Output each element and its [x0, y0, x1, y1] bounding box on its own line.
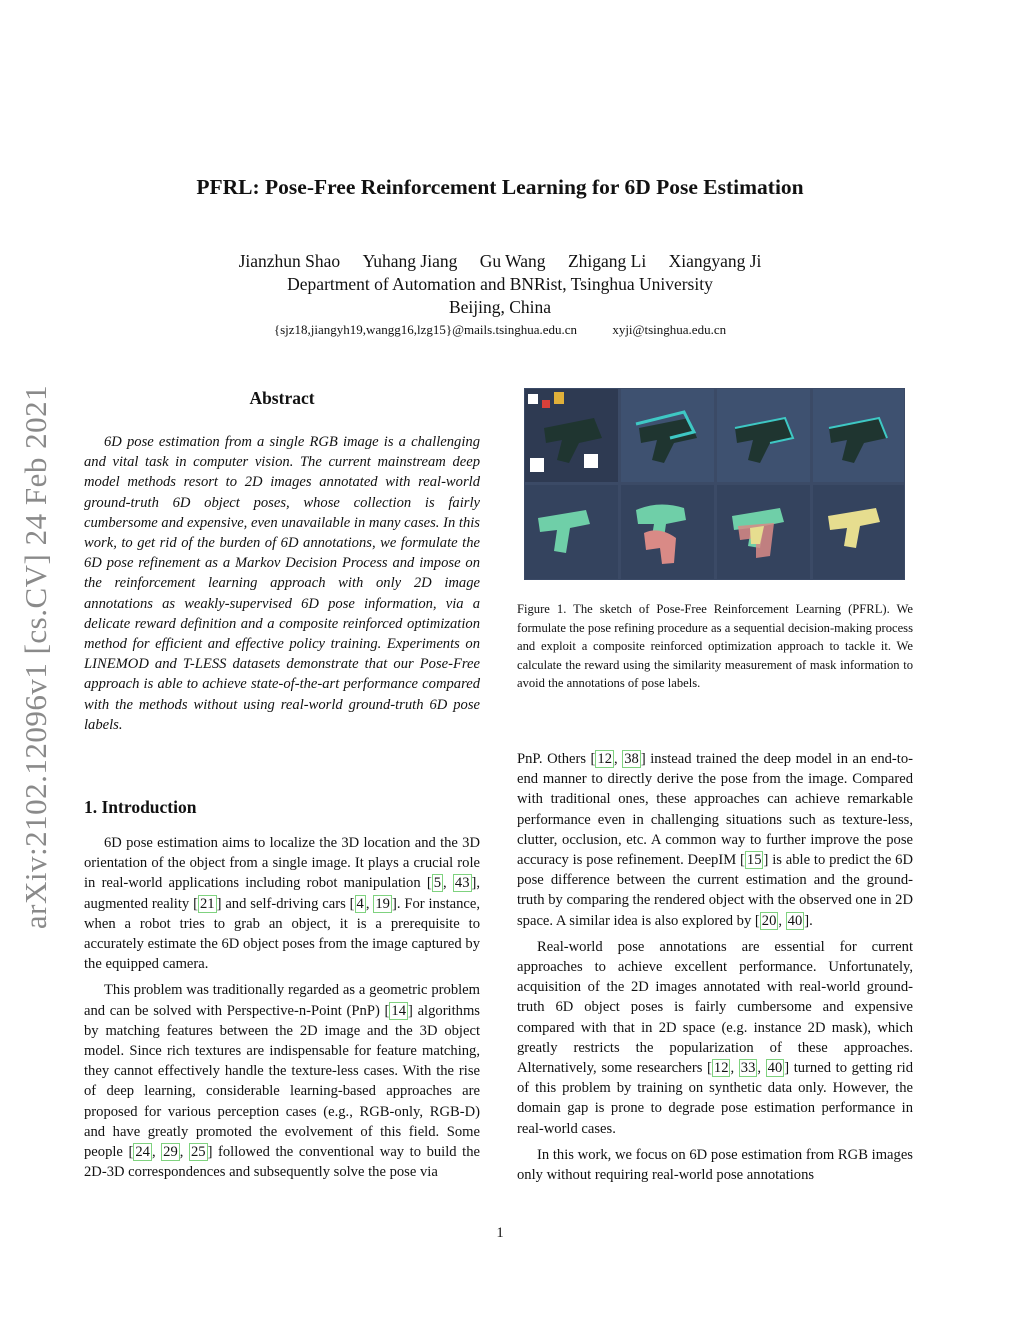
paragraph: In this work, we focus on 6D pose estimation from RGB images only without requiring real-world pose annotations — [517, 1146, 913, 1184]
citation-link[interactable]: 12 — [713, 1060, 729, 1077]
paper-title: PFRL: Pose-Free Reinforcement Learning for 6D Pose Estimation — [196, 175, 804, 199]
mask-panel — [621, 485, 714, 579]
author-name: Xiangyang Ji — [668, 251, 762, 271]
right-column-body — [517, 749, 913, 1185]
citation-link[interactable]: 21 — [199, 895, 215, 912]
email: {sjz18,jiangyh19,wangg16,lzg15}@mails.tsinghua.edu.cn — [273, 322, 578, 337]
citation-link[interactable]: 5 — [433, 875, 442, 892]
citation-link[interactable]: 19 — [375, 895, 390, 912]
citation-link[interactable]: 40 — [787, 912, 803, 929]
citation-link[interactable]: 4 — [356, 895, 364, 912]
paragraph: This problem was traditionally regarded as a geometric problem and can be solved with Perspective-n-Point (PnP) [ 14 ] algorithms by matching features between the 2D image and the 3D object model. Since rich textures are indispensable for feature matching, they cannot effectively handle the texture-less cases. With the rise of deep learning, considerable learning-based approaches are proposed for various perception cases (e.g., RGB-only, RGB-D) and have greatly promoted the evolvement of this field. Some people [ 24 , 29 , 25 ] followed the conventional way to build the 2D-3D correspondences and subsequently solve the pose via — [84, 982, 480, 1181]
citation-link[interactable]: 20 — [761, 912, 777, 929]
citation-link[interactable]: 38 — [624, 751, 639, 767]
abstract-text: 6D pose estimation from a single RGB image is a challenging and vital task in computer vision. The current mainstream deep model methods resort to 2D images annotated with real-world ground-truth 6D object poses, whose collection is fairly cumbersome and expensive, even unavailable in many cases. In this work, to get rid of the burden of 6D annotations, we formulate the 6D pose refinement as a Markov Decision Process and impose on the reinforcement learning approach with only 2D image annotations as weakly-supervised 6D pose information, via a delicate reward definition and a composite reinforced optimization method for efficient and effective policy training. Experiments on LINEMOD and T-LESS datasets demonstrate that our Pose-Free approach is able to achieve state-of-the-art performance compared with the methods without using real-world ground-truth 6D pose labels. — [84, 434, 480, 733]
marker-tile — [530, 458, 544, 472]
paragraph: PnP. Others [ 12 , 38 ] instead trained the deep model in an end-to-end manner to directly derive the pose from the image. Compared with traditional ones, these approaches can achieve remarkable performance even in challenging situations such as texture-less, clutter, occlusion, etc. A common way to further improve the pose accuracy is pose refinement. DeepIM [ 15 ] is able to predict the 6D pose difference between the current estimation and the ground-truth by comparing the rendered object with the observed one in 2D space. A similar idea is also explored by [ 20 , 40 ]. — [517, 751, 914, 929]
abstract-body — [84, 432, 480, 735]
figure-1-image — [524, 388, 905, 580]
clutter-object — [542, 400, 550, 408]
introduction-heading: 1. Introduction — [84, 797, 197, 817]
paragraph: Real-world pose annotations are essential for current approaches to achieve excellent performance. Unfortunately, acquisition of the 2D images annotated with real-world ground-truth 6D object poses is fairly cumbersome and expensive compared with that in 2D space (e.g. instance 2D mask), which greatly restricts the popularization of these approaches. Alternatively, some researchers [ 12 , 33 , 40 ] turned to getting rid of this problem by training on synthetic data only. However, the domain gap is prone to degrade pose estimation performance in real-world cases. — [517, 938, 913, 1137]
citation-link[interactable]: 43 — [454, 875, 470, 892]
marker-tile — [584, 454, 598, 468]
citation-link[interactable]: 29 — [163, 1144, 178, 1161]
author-emails — [0, 322, 1000, 338]
figure-1-caption: Figure 1. The sketch of Pose-Free Reinforcement Learning (PFRL). We formulate the pose refining procedure as a sequential decision-making process and exploit a composite reinforced optimization approach to tackle it. We calculate the reward using the similarity measurement of mask information to avoid the annotations of pose labels. — [517, 602, 913, 691]
author-name: Jianzhun Shao — [238, 251, 341, 271]
citation-link[interactable]: 33 — [740, 1060, 756, 1077]
citation-link[interactable]: 25 — [190, 1144, 206, 1161]
marker-tile — [528, 394, 538, 404]
page-number: 1 — [496, 1225, 504, 1241]
citation-link[interactable]: 14 — [391, 1002, 406, 1019]
author-block — [0, 250, 1000, 319]
affiliation: Department of Automation and BNRist, Tsinghua University — [287, 274, 713, 294]
abstract-heading: Abstract — [249, 388, 315, 408]
author-name: Zhigang Li — [567, 251, 647, 271]
mask-panel — [525, 485, 618, 579]
email: xyji@tsinghua.edu.cn — [612, 322, 727, 337]
citation-link[interactable]: 12 — [597, 751, 613, 767]
citation-link[interactable]: 24 — [135, 1144, 150, 1161]
left-column-body — [84, 833, 480, 1182]
citation-link[interactable]: 40 — [767, 1060, 783, 1077]
arxiv-identifier: arXiv:2102.12096v1 [cs.CV] 24 Feb 2021 — [18, 384, 54, 930]
paragraph: 6D pose estimation aims to localize the 3D location and the 3D orientation of the object from a single image. It plays a crucial role in real-world applications including robot manipulation [ 5 , 43 ], augmented reality [ 21 ] and self-driving cars [ 4 , 19 ]. For instance, when a robot tries to grab an object, it is a prerequisite to accurately estimate the 6D object poses from the image captured by the equipped camera. — [84, 835, 481, 973]
clutter-object — [554, 392, 564, 404]
author-name: Gu Wang — [479, 251, 546, 271]
citation-link[interactable]: 15 — [746, 852, 762, 869]
location: Beijing, China — [448, 297, 552, 317]
author-names — [0, 250, 1000, 273]
author-name: Yuhang Jiang — [362, 251, 458, 271]
